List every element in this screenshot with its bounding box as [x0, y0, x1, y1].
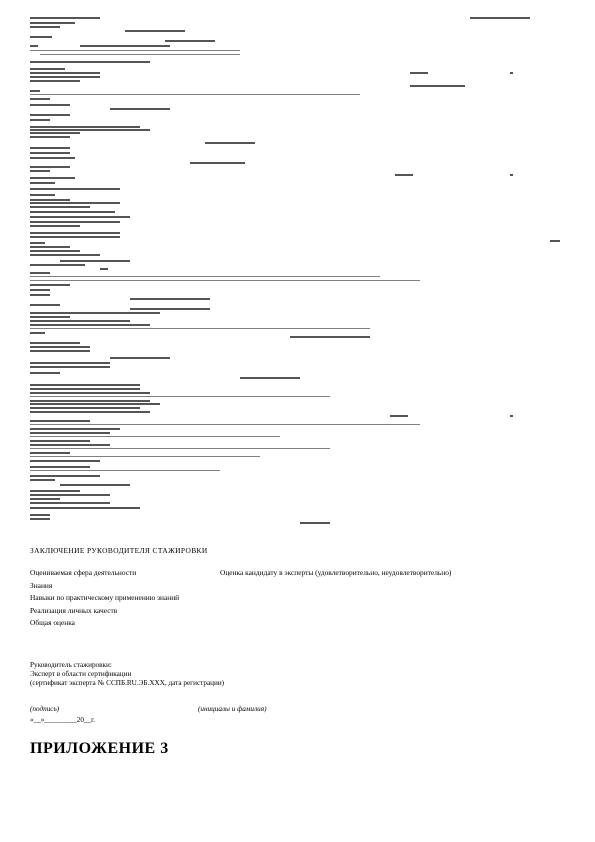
small-print-line: [30, 22, 75, 24]
small-print-line: [30, 170, 50, 172]
small-print-line: [30, 436, 280, 437]
small-print-line: [30, 289, 50, 291]
small-print-line: [550, 240, 560, 242]
small-print-line: [100, 268, 108, 270]
small-print-line: [30, 448, 330, 449]
small-print-line: [30, 221, 120, 223]
small-print-line: [410, 85, 465, 87]
small-print-line: [30, 246, 70, 248]
small-print-line: [110, 357, 170, 359]
small-print-line: [30, 470, 220, 471]
small-print-line: [30, 392, 150, 394]
table-row-activity: Оцениваемая сфера деятельности: [30, 568, 137, 577]
small-print-line: [80, 45, 170, 47]
small-print-line: [30, 324, 150, 326]
small-print-line: [30, 242, 45, 244]
small-print-line: [30, 490, 80, 492]
small-print-line: [30, 152, 70, 154]
small-print-line: [470, 17, 530, 19]
small-print-line: [30, 366, 110, 368]
table-row-personal-qualities: Реализация личных качеств: [30, 606, 118, 615]
small-print-line: [30, 507, 140, 509]
small-print-line: [30, 403, 160, 405]
small-print-line: [30, 50, 240, 51]
small-print-line: [510, 174, 513, 176]
small-print-line: [30, 80, 80, 82]
small-print-line: [30, 502, 110, 504]
small-print-line: [30, 396, 330, 397]
small-print-line: [30, 498, 60, 500]
supervisor-label: Руководитель стажировки:: [30, 661, 112, 669]
small-print-line: [30, 428, 120, 430]
small-print-line: [30, 254, 100, 256]
small-print-line: [30, 452, 70, 454]
small-print-line: [30, 479, 55, 481]
small-print-line: [60, 260, 130, 262]
small-print-line: [205, 142, 255, 144]
small-print-line: [30, 342, 80, 344]
small-print-line: [30, 294, 50, 296]
table-row-overall: Общая оценка: [30, 618, 75, 627]
small-print-line: [30, 68, 65, 70]
small-print-line: [30, 126, 140, 128]
small-print-line: [30, 328, 370, 329]
small-print-line: [300, 522, 330, 524]
small-print-line: [30, 36, 52, 38]
small-print-line: [30, 424, 420, 425]
appendix-title: ПРИЛОЖЕНИЕ 3: [30, 740, 169, 757]
small-print-line: [30, 104, 70, 106]
small-print-line: [30, 236, 120, 238]
name-label: (инициалы и фамилия): [198, 705, 267, 713]
small-print-line: [30, 350, 90, 352]
small-print-line: [110, 108, 170, 110]
small-print-line: [30, 136, 70, 138]
small-print-line: [30, 316, 70, 318]
small-print-line: [30, 411, 150, 413]
small-print-line: [30, 147, 70, 149]
small-print-line: [30, 194, 55, 196]
small-print-line: [30, 276, 380, 277]
small-print-line: [30, 232, 120, 234]
small-print-line: [190, 162, 245, 164]
small-print-line: [395, 174, 413, 176]
small-print-line: [30, 346, 90, 348]
small-print-line: [30, 432, 110, 434]
small-print-line: [30, 456, 260, 457]
assessment-header: Оценка кандидату в эксперты (удовлетворительно, неудовлетворительно): [220, 568, 452, 577]
small-print-line: [510, 415, 513, 417]
small-print-line: [130, 298, 210, 300]
small-print-line: [30, 332, 45, 334]
small-print-line: [130, 308, 210, 310]
small-print-line: [30, 94, 360, 95]
small-print-line: [30, 284, 70, 286]
small-print-line: [30, 272, 50, 274]
signature-label: (подпись): [30, 705, 60, 713]
small-print-line: [30, 362, 110, 364]
small-print-line: [390, 415, 408, 417]
small-print-line: [30, 166, 70, 168]
small-print-line: [30, 420, 90, 422]
small-print-line: [30, 216, 130, 218]
date-line: «__»_________20__г.: [30, 716, 96, 724]
small-print-line: [30, 206, 90, 208]
small-print-line: [30, 466, 90, 468]
small-print-line: [30, 250, 80, 252]
small-print-line: [30, 304, 60, 306]
small-print-line: [30, 188, 120, 190]
small-print-line: [240, 377, 300, 379]
small-print-line: [290, 336, 370, 338]
small-print-line: [30, 17, 100, 19]
small-print-line: [30, 202, 120, 204]
small-print-line: [125, 30, 185, 32]
small-print-line: [30, 114, 70, 116]
small-print-line: [30, 182, 55, 184]
table-row-knowledge: Знания: [30, 581, 53, 590]
small-print-line: [30, 45, 38, 47]
small-print-line: [30, 119, 50, 121]
small-print-line: [165, 40, 215, 42]
small-print-line: [30, 211, 115, 213]
small-print-line: [30, 26, 60, 28]
illegible-text-block: [30, 14, 570, 534]
small-print-line: [30, 407, 140, 409]
small-print-line: [30, 225, 80, 227]
small-print-line: [60, 484, 130, 486]
small-print-line: [30, 440, 90, 442]
small-print-line: [510, 72, 513, 74]
small-print-line: [30, 372, 60, 374]
small-print-line: [30, 384, 140, 386]
small-print-line: [30, 312, 160, 314]
small-print-line: [30, 72, 100, 74]
small-print-line: [40, 54, 240, 55]
small-print-line: [30, 320, 130, 322]
small-print-line: [30, 280, 420, 281]
small-print-line: [30, 388, 140, 390]
small-print-line: [30, 157, 75, 159]
small-print-line: [30, 199, 70, 201]
small-print-line: [410, 72, 428, 74]
small-print-line: [30, 76, 100, 78]
small-print-line: [30, 177, 75, 179]
small-print-line: [30, 90, 40, 92]
small-print-line: [30, 129, 150, 131]
small-print-line: [30, 98, 50, 100]
expert-label: Эксперт в области сертификации: [30, 670, 132, 678]
small-print-line: [30, 494, 110, 496]
conclusion-heading: ЗАКЛЮЧЕНИЕ РУКОВОДИТЕЛЯ СТАЖИРОВКИ: [30, 546, 208, 555]
small-print-line: [30, 444, 110, 446]
small-print-line: [30, 518, 50, 520]
small-print-line: [30, 475, 100, 477]
small-print-line: [30, 264, 85, 266]
certificate-label: (сертификат эксперта № ССПБ.RU.ЭБ.XXX, дата регистрации): [30, 679, 225, 687]
small-print-line: [30, 460, 100, 462]
table-row-skills: Навыки по практическому применению знаний: [30, 593, 180, 602]
small-print-line: [30, 61, 150, 63]
small-print-line: [30, 514, 50, 516]
small-print-line: [30, 132, 80, 134]
small-print-line: [30, 400, 150, 402]
